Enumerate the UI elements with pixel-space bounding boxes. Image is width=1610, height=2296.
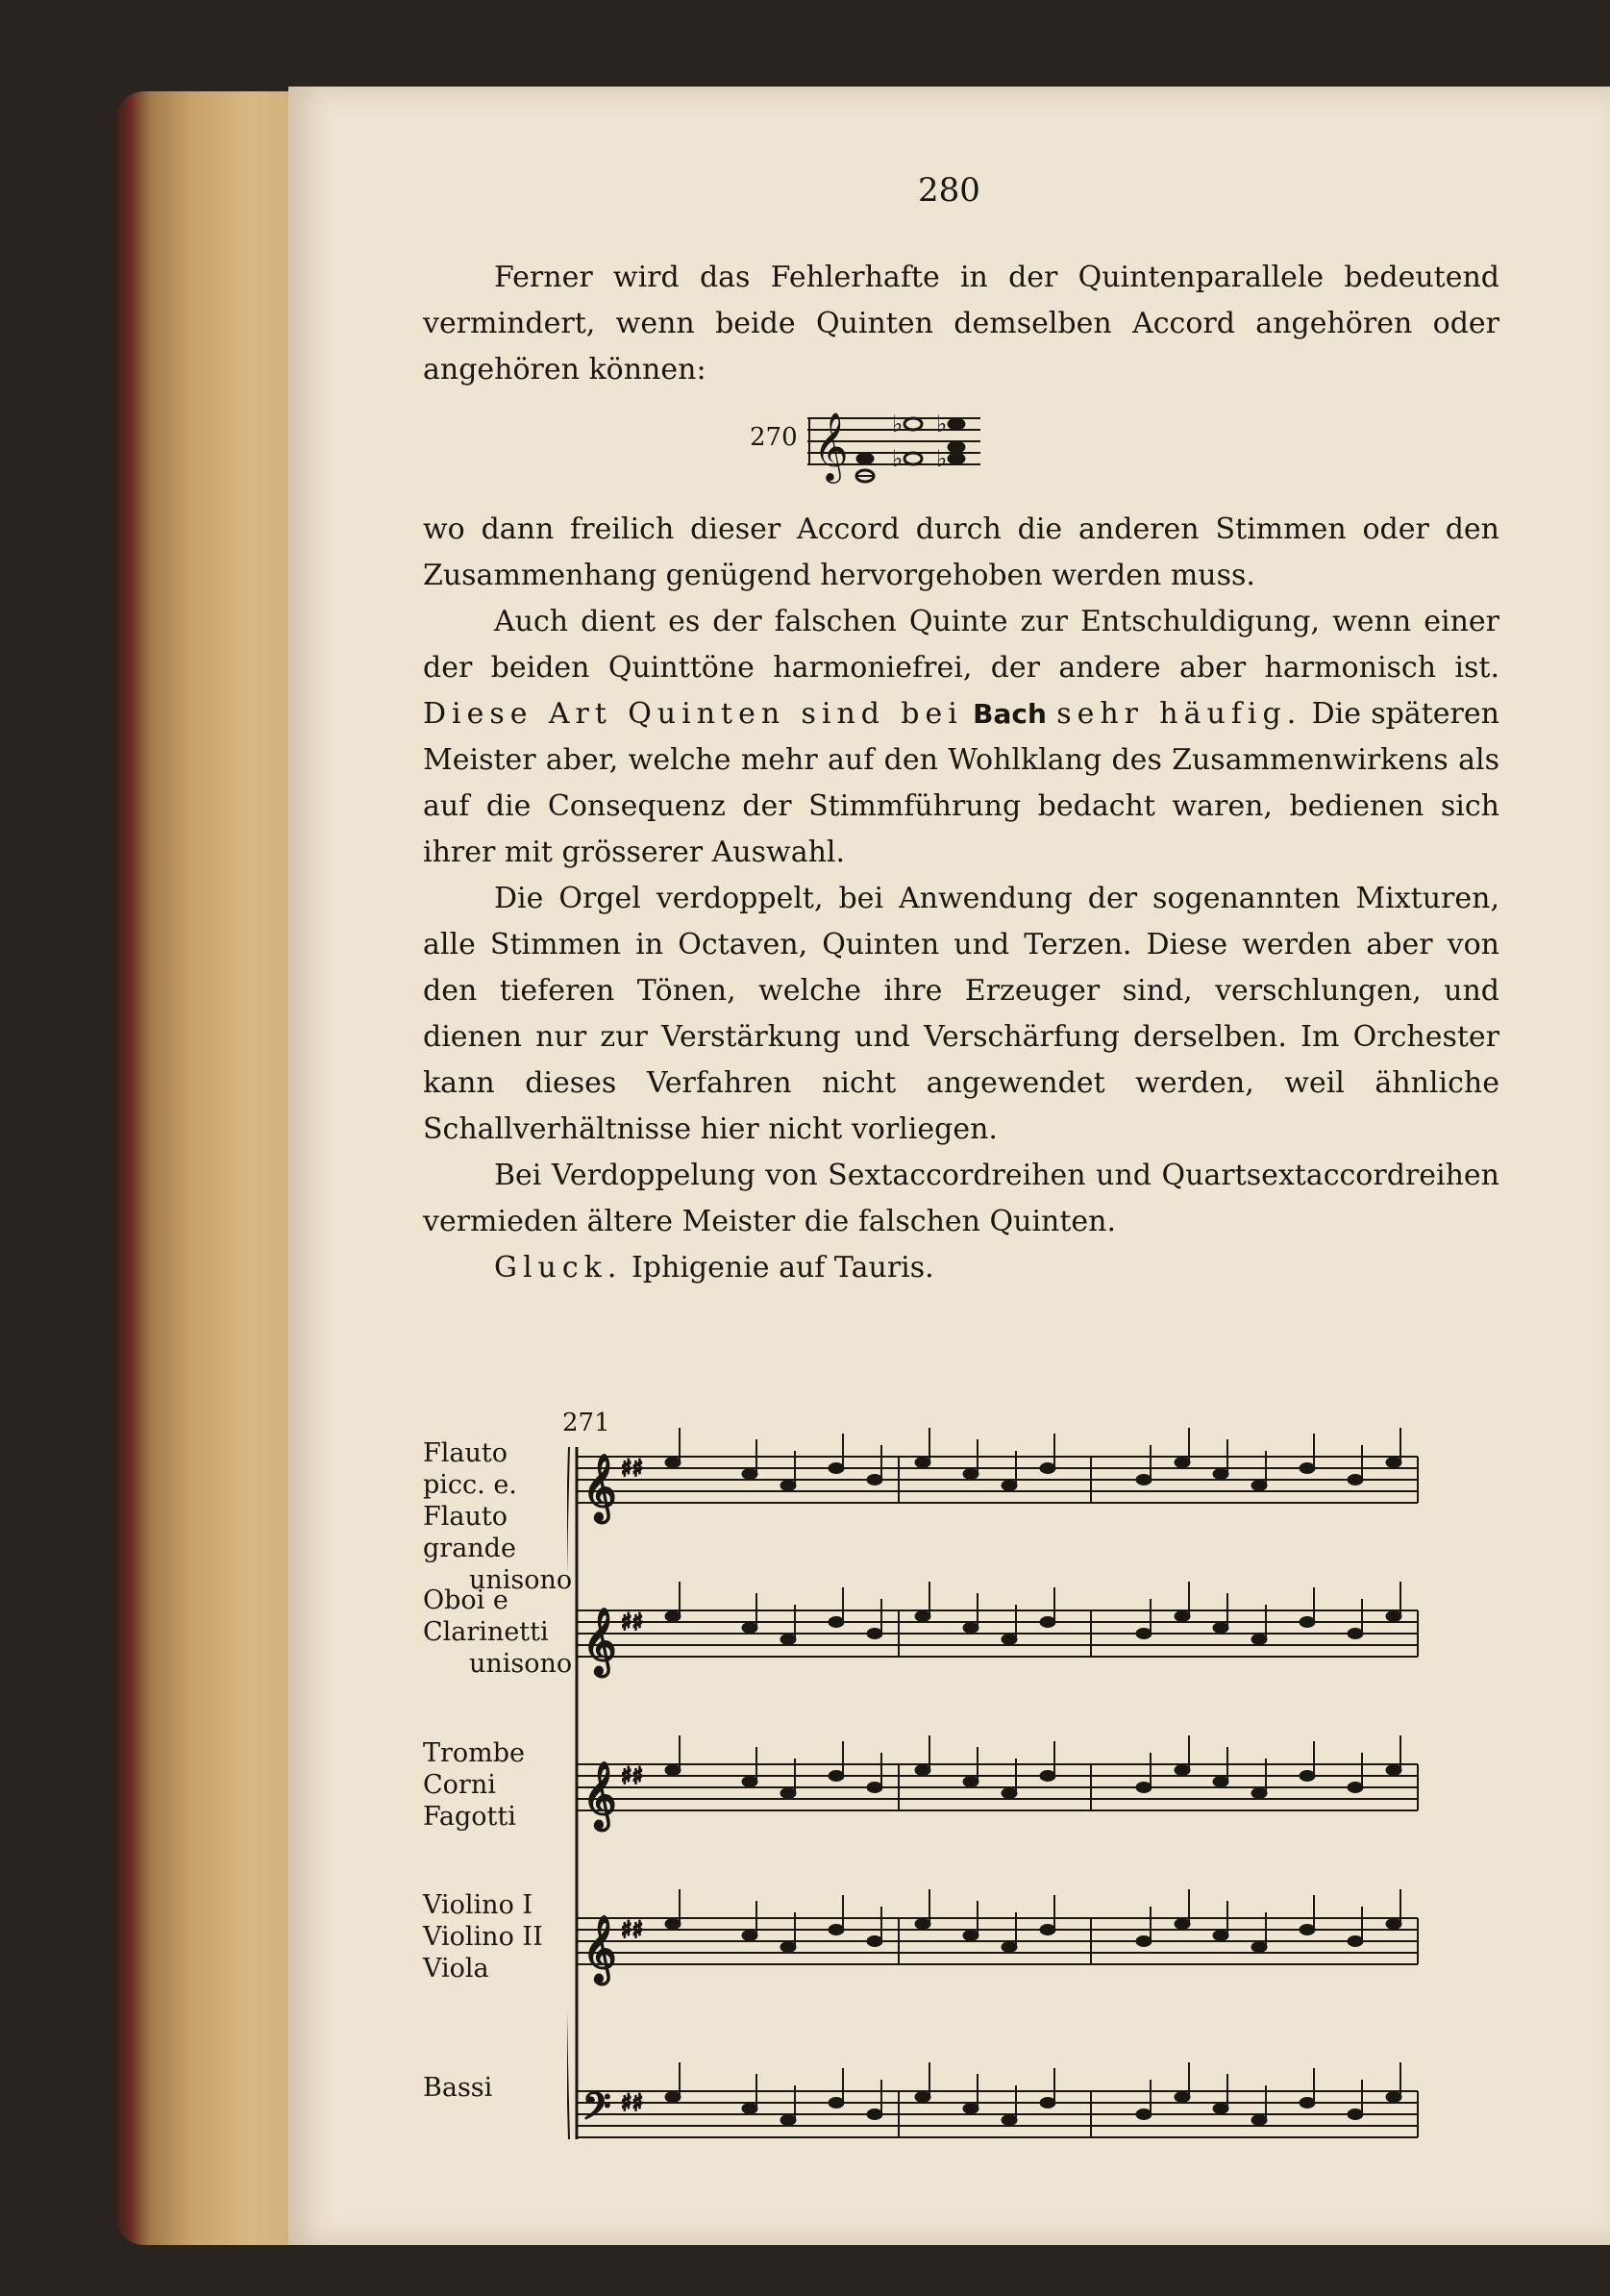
note-head bbox=[1040, 1617, 1055, 1628]
svg-text:♭: ♭ bbox=[936, 445, 948, 472]
instrument-label-strings: Violino I Violino II Viola bbox=[423, 1890, 543, 1984]
note-head bbox=[1175, 1611, 1190, 1622]
note-head bbox=[1251, 2115, 1267, 2126]
note-head bbox=[1348, 1936, 1363, 1947]
paragraph-3-spaced-a: Diese Art Quinten sind bei bbox=[423, 697, 963, 731]
book-edge bbox=[115, 91, 308, 2245]
note-head bbox=[1386, 1458, 1401, 1468]
paragraph-3-text-a: Auch dient es der falschen Quinte zur Entschuldigung, wenn einer der beiden Quinttöne harmoniefrei, der andere aber harmonisch ist. bbox=[423, 605, 1499, 685]
citation-composer: Gluck. bbox=[494, 1251, 623, 1285]
key-signature-icon: ♯♯ bbox=[621, 1455, 644, 1482]
treble-clef-icon: 𝄞 bbox=[582, 1915, 617, 1983]
note-head bbox=[915, 1765, 930, 1776]
book-page bbox=[288, 87, 1610, 2245]
paragraph-3-spaced-b: sehr häufig. bbox=[1056, 697, 1302, 731]
note-head bbox=[780, 1788, 796, 1799]
note-head bbox=[742, 2104, 757, 2114]
music-example-270 bbox=[750, 399, 1048, 490]
note-head bbox=[1175, 2092, 1190, 2103]
svg-text:♭: ♭ bbox=[936, 411, 948, 437]
note-head bbox=[1213, 1623, 1228, 1634]
paragraph-2: wo dann freilich dieser Accord durch die anderen Stimmen oder den Zusammenhang genügend hervorgehoben werden muss. bbox=[423, 512, 1499, 592]
note-head bbox=[665, 2092, 681, 2103]
note-head bbox=[915, 1919, 930, 1930]
note-head bbox=[1040, 1463, 1055, 1474]
key-signature-icon: ♯♯ bbox=[621, 1609, 644, 1635]
note-head bbox=[963, 1777, 978, 1787]
note-head bbox=[780, 2115, 796, 2126]
music-example-271 bbox=[423, 1409, 1519, 2178]
note-head bbox=[1175, 1765, 1190, 1776]
note-head bbox=[867, 1936, 882, 1947]
note-head bbox=[867, 1629, 882, 1639]
note-head bbox=[1175, 1458, 1190, 1468]
note-head bbox=[915, 2092, 930, 2103]
page-number: 280 bbox=[918, 171, 980, 210]
note-head bbox=[1300, 1617, 1315, 1628]
svg-text:♭: ♭ bbox=[892, 445, 904, 472]
note-head bbox=[1300, 1463, 1315, 1474]
note-head bbox=[1136, 1936, 1152, 1947]
note-head bbox=[665, 1765, 681, 1776]
note-head bbox=[742, 1469, 757, 1480]
note-head bbox=[1386, 2092, 1401, 2103]
note-head bbox=[963, 1931, 978, 1941]
note-head bbox=[1300, 2098, 1315, 2109]
bass-clef-icon: 𝄢 bbox=[582, 2084, 611, 2136]
treble-clef-icon: 𝄞 bbox=[582, 1608, 617, 1675]
paragraph-3-bold-name: Bach bbox=[973, 698, 1047, 730]
note-head bbox=[1002, 2115, 1017, 2126]
note-head bbox=[1136, 1629, 1152, 1639]
svg-text:♭: ♭ bbox=[892, 411, 904, 437]
note-head bbox=[1300, 1925, 1315, 1935]
instrument-label-oboes-clarinets: Oboi e Clarinetti unisono bbox=[423, 1585, 573, 1679]
note-head bbox=[1040, 1771, 1055, 1782]
note-head bbox=[1386, 1611, 1401, 1622]
note-head bbox=[1386, 1919, 1401, 1930]
citation bbox=[423, 1245, 1499, 1291]
note-head bbox=[1002, 1942, 1017, 1953]
note-head bbox=[1348, 1783, 1363, 1793]
note-head bbox=[1213, 1469, 1228, 1480]
note-head bbox=[1348, 1629, 1363, 1639]
note-head bbox=[1251, 1635, 1267, 1645]
note-head bbox=[963, 2104, 978, 2114]
svg-text:𝄞: 𝄞 bbox=[813, 411, 849, 481]
paragraph-3-text-b: Die späteren Meister aber, welche mehr auf den Wohlklang des Zusammenwirkens als auf die Consequenz der Stimmführung bedacht waren, bedienen sich ihrer mit grösserer Auswahl. bbox=[423, 697, 1499, 869]
note-head bbox=[1213, 1931, 1228, 1941]
instrument-label-basses: Bassi bbox=[423, 2073, 493, 2103]
note-head bbox=[1040, 1925, 1055, 1935]
note-head bbox=[963, 1469, 978, 1480]
paragraph-5: Bei Verdoppelung von Sextaccordreihen und Quartsextaccordreihen vermieden ältere Meister die falschen Quinten. bbox=[423, 1159, 1499, 1238]
example-270-number: 270 bbox=[750, 423, 798, 452]
note-head bbox=[742, 1931, 757, 1941]
note-head bbox=[1136, 2109, 1152, 2120]
note-head bbox=[829, 1925, 844, 1935]
note-head bbox=[665, 1611, 681, 1622]
note-head bbox=[780, 1635, 796, 1645]
note-head bbox=[867, 2109, 882, 2120]
note-head bbox=[963, 1623, 978, 1634]
example-270-staff bbox=[807, 399, 1048, 490]
citation-work: Iphigenie auf Tauris. bbox=[631, 1251, 934, 1285]
note-head bbox=[742, 1777, 757, 1787]
treble-clef-icon: 𝄞 bbox=[582, 1454, 617, 1521]
note-head bbox=[665, 1919, 681, 1930]
note-head bbox=[1251, 1481, 1267, 1491]
note-head bbox=[1002, 1788, 1017, 1799]
paragraph-4: Die Orgel verdoppelt, bei Anwendung der sogenannten Mixturen, alle Stimmen in Octaven, Quinten und Terzen. Diese werden aber von den tieferen Tönen, welche ihre Erzeuger sind, verschlungen, und dienen nur zur Verstärkung und Verschärfung derselben. Im Orchester kann dieses Verfahren nicht angewendet werden, weil ähnliche Schallverhältnisse hier nicht vorliegen. bbox=[423, 882, 1499, 1146]
note-head bbox=[1348, 1475, 1363, 1485]
orchestral-score-staves bbox=[567, 1409, 1519, 2178]
treble-clef-icon: 𝄞 bbox=[582, 1761, 617, 1829]
note-head bbox=[1136, 1783, 1152, 1793]
key-signature-icon: ♯♯ bbox=[621, 2089, 644, 2116]
note-head bbox=[1213, 2104, 1228, 2114]
note-head bbox=[829, 1617, 844, 1628]
instrument-label-brass-bassoons: Trombe Corni Fagotti bbox=[423, 1738, 526, 1832]
note-head bbox=[780, 1481, 796, 1491]
note-head bbox=[1136, 1475, 1152, 1485]
note-head bbox=[915, 1611, 930, 1622]
note-head bbox=[829, 1771, 844, 1782]
note-head bbox=[1386, 1765, 1401, 1776]
note-head bbox=[1300, 1771, 1315, 1782]
note-head bbox=[829, 2098, 844, 2109]
note-head bbox=[1213, 1777, 1228, 1787]
key-signature-icon: ♯♯ bbox=[621, 1762, 644, 1789]
example-271-number: 271 bbox=[562, 1409, 610, 1437]
note-head bbox=[1251, 1942, 1267, 1953]
note-head bbox=[1251, 1788, 1267, 1799]
note-head bbox=[1040, 2098, 1055, 2109]
note-head bbox=[915, 1458, 930, 1468]
key-signature-icon: ♯♯ bbox=[621, 1916, 644, 1943]
note-head bbox=[1175, 1919, 1190, 1930]
paragraph-3 bbox=[423, 599, 1499, 876]
note-head bbox=[665, 1458, 681, 1468]
note-head bbox=[1348, 2109, 1363, 2120]
note-head bbox=[829, 1463, 844, 1474]
note-head bbox=[867, 1475, 882, 1485]
note-head bbox=[867, 1783, 882, 1793]
paragraph-1: Ferner wird das Fehlerhafte in der Quintenparallele bedeutend vermindert, wenn beide Quinten demselben Accord angehören oder angehören können: bbox=[423, 261, 1499, 387]
note-head bbox=[1002, 1481, 1017, 1491]
note-head bbox=[780, 1942, 796, 1953]
note-head bbox=[1002, 1635, 1017, 1645]
note-head bbox=[742, 1623, 757, 1634]
instrument-label-flutes: Flauto picc. e. Flauto grande unisono bbox=[423, 1438, 573, 1595]
